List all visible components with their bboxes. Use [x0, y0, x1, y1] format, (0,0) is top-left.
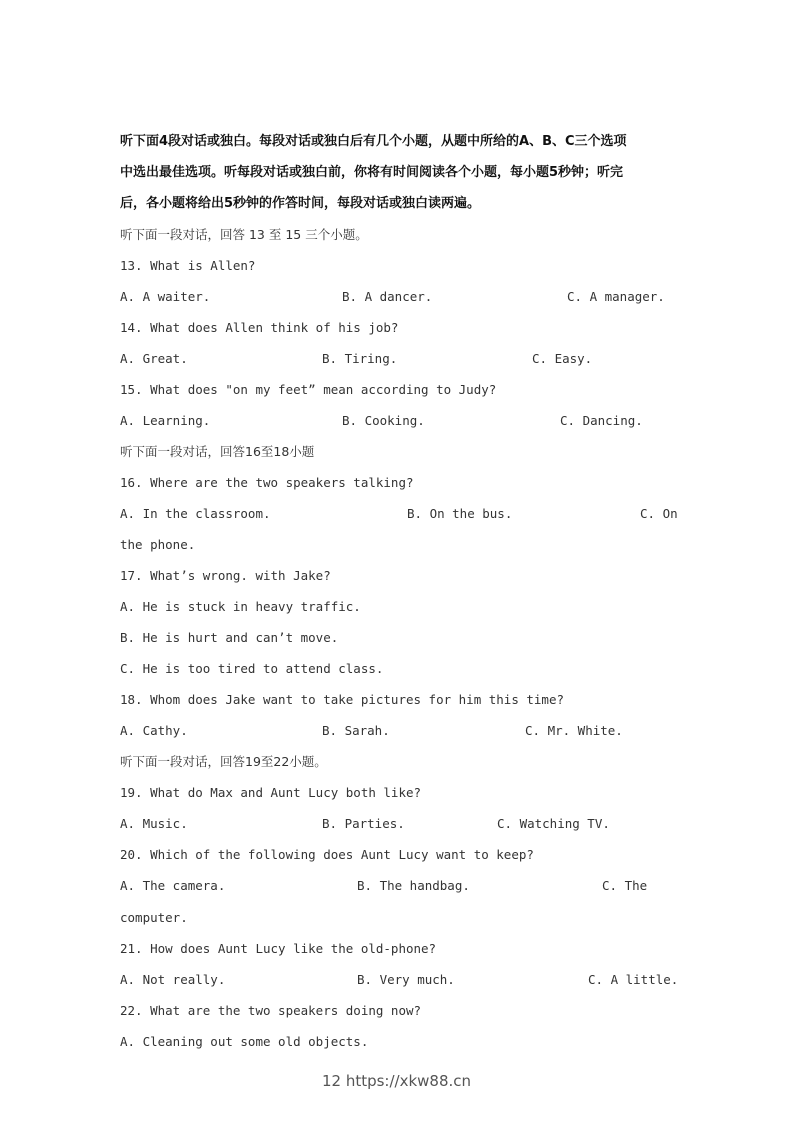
q18-option-b: B. Sarah. — [322, 723, 390, 738]
q20-option-c-continued: computer. — [120, 910, 188, 925]
q22-option-a: A. Cleaning out some old objects. — [120, 1034, 369, 1049]
section-heading-2: 听下面一段对话，回答16至18小题 — [120, 444, 315, 459]
q20-option-a: A. The camera. — [120, 878, 226, 893]
instructions-line-1: 听下面4段对话或独白。每段对话或独白后有几个小题，从题中所给的A、B、C三个选项 — [120, 134, 627, 149]
q18-option-a: A. Cathy. — [120, 723, 188, 738]
question-16: 16. Where are the two speakers talking? — [120, 475, 414, 490]
q17-option-b: B. He is hurt and can’t move. — [120, 630, 339, 645]
q13-option-a: A. A waiter. — [120, 289, 211, 304]
question-13: 13. What is Allen? — [120, 258, 256, 273]
q21-option-b: B. Very much. — [357, 972, 455, 987]
instructions-line-2: 中选出最佳选项。听每段对话或独白前，你将有时间阅读各个小题，每小题5秒钟；听完 — [120, 165, 624, 180]
q16-option-b: B. On the bus. — [407, 506, 513, 521]
q19-option-a: A. Music. — [120, 816, 188, 831]
q21-option-a: A. Not really. — [120, 972, 226, 987]
page-footer: 12 https://xkw88.cn — [321, 1072, 472, 1090]
q15-option-c: C. Dancing. — [560, 413, 643, 428]
q13-option-b: B. A dancer. — [342, 289, 433, 304]
q14-option-a: A. Great. — [120, 351, 188, 366]
section-heading-3: 听下面一段对话，回答19至22小题。 — [120, 754, 327, 769]
instructions-line-3: 后，各小题将给出5秒钟的作答时间，每段对话或独白读两遍。 — [120, 196, 481, 211]
q15-option-a: A. Learning. — [120, 413, 211, 428]
q18-option-c: C. Mr. White. — [525, 723, 623, 738]
question-14: 14. What does Allen think of his job? — [120, 320, 399, 335]
question-19: 19. What do Max and Aunt Lucy both like? — [120, 785, 422, 800]
q14-option-b: B. Tiring. — [322, 351, 398, 366]
section-heading-1: 听下面一段对话，回答 13 至 15 三个小题。 — [120, 227, 368, 242]
question-18: 18. Whom does Jake want to take pictures for him this time? — [120, 692, 565, 707]
question-20: 20. Which of the following does Aunt Lucy want to keep? — [120, 847, 534, 862]
question-17: 17. What’s wrong. with Jake? — [120, 568, 331, 583]
question-21: 21. How does Aunt Lucy like the old-phone? — [120, 941, 437, 956]
q20-option-b: B. The handbag. — [357, 878, 470, 893]
question-22: 22. What are the two speakers doing now? — [120, 1003, 422, 1018]
q15-option-b: B. Cooking. — [342, 413, 425, 428]
q17-option-a: A. He is stuck in heavy traffic. — [120, 599, 361, 614]
q21-option-c: C. A little. — [588, 972, 679, 987]
q19-option-c: C. Watching TV. — [497, 816, 610, 831]
q16-option-c-continued: the phone. — [120, 537, 196, 552]
q14-option-c: C. Easy. — [532, 351, 593, 366]
question-15: 15. What does "on my feet” mean according to Judy? — [120, 382, 497, 397]
q17-option-c: C. He is too tired to attend class. — [120, 661, 384, 676]
q13-option-c: C. A manager. — [567, 289, 665, 304]
q16-option-a: A. In the classroom. — [120, 506, 271, 521]
q16-option-c: C. On — [640, 506, 678, 521]
q20-option-c: C. The — [602, 878, 648, 893]
q19-option-b: B. Parties. — [322, 816, 405, 831]
